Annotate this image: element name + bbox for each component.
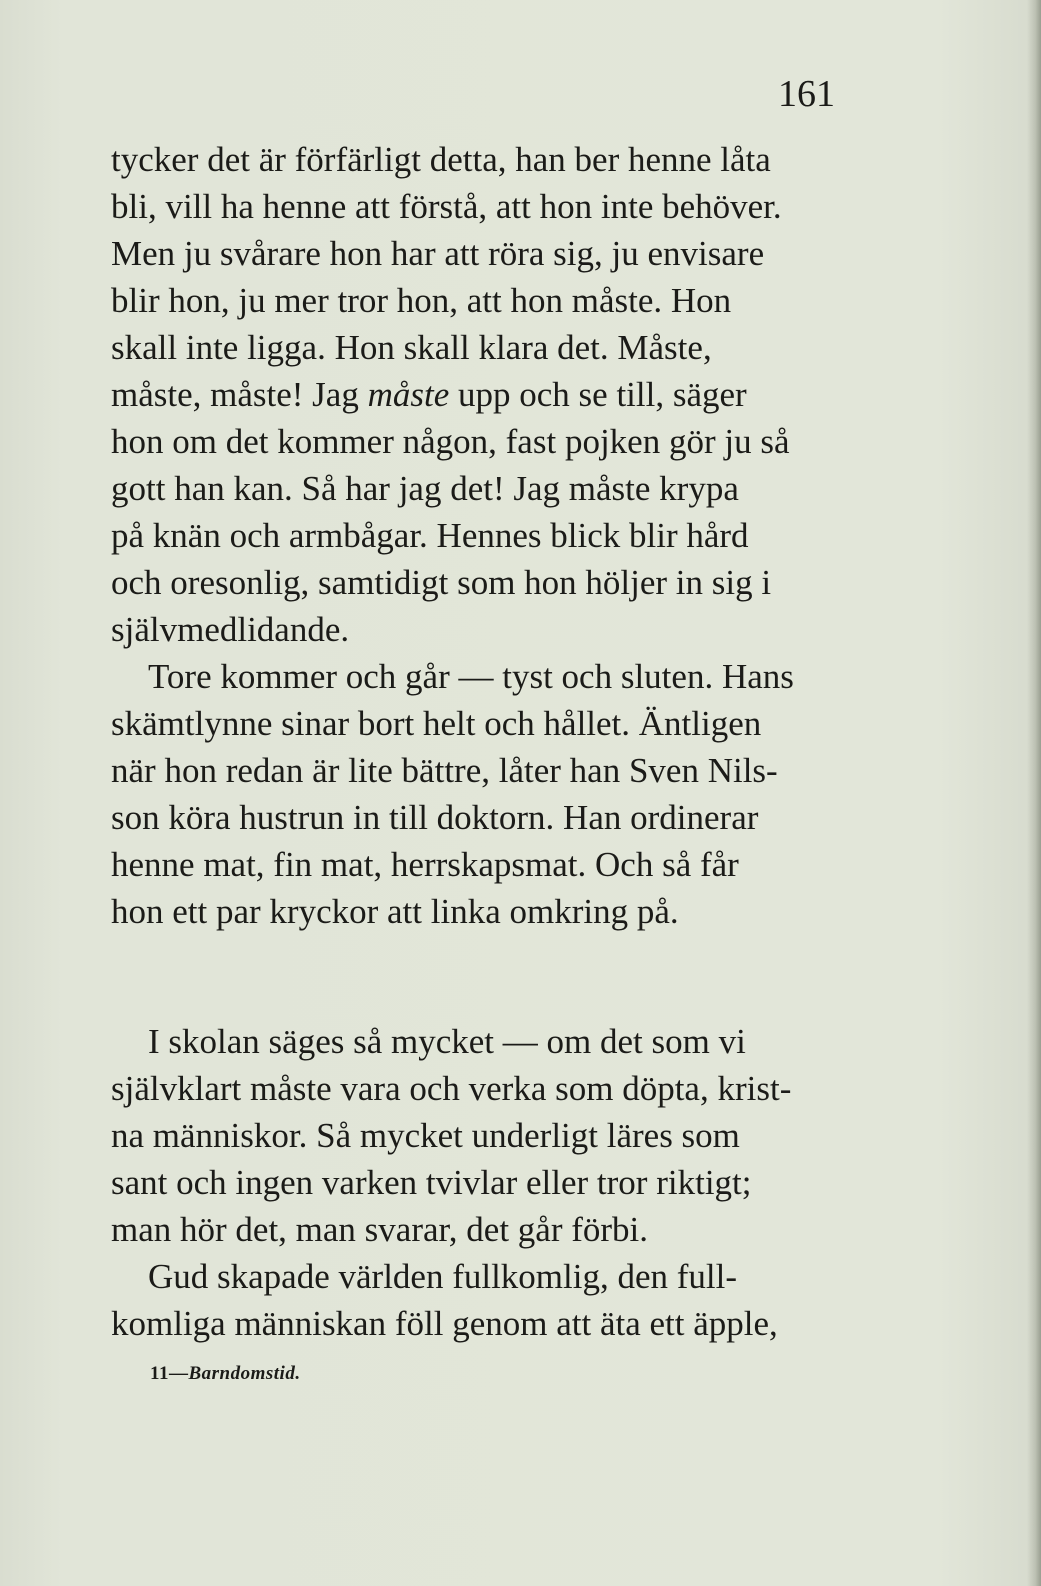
- text-line: Tore kommer och går — tyst och sluten. Hans: [148, 657, 794, 696]
- italic-word: måste: [367, 375, 450, 414]
- text-line: bli, vill ha henne att förstå, att hon inte behöver.: [111, 187, 782, 226]
- text-section-1: [111, 136, 839, 935]
- signature-number: 11—: [150, 1363, 189, 1384]
- text-line: hon om det kommer någon, fast pojken gör ju så: [111, 422, 790, 461]
- text-segment: upp och se till, säger: [449, 375, 747, 414]
- text-line: son köra hustrun in till doktorn. Han ordinerar: [111, 798, 759, 837]
- page-number: 161: [778, 73, 835, 115]
- signature-title: Barndomstid.: [188, 1363, 301, 1384]
- text-line: na människor. Så mycket underligt läres som: [111, 1116, 740, 1155]
- printer-signature: [150, 1363, 301, 1385]
- text-line: och oresonlig, samtidigt som hon höljer in sig i: [111, 563, 772, 602]
- text-line: självmedlidande.: [111, 610, 350, 649]
- text-line: självklart måste vara och verka som döpta, krist-: [111, 1069, 792, 1108]
- text-segment: måste, måste! Jag: [111, 375, 368, 414]
- page-edge-shadow: [1027, 0, 1041, 1586]
- text-line: I skolan säges så mycket — om det som vi: [148, 1022, 746, 1061]
- text-line: man hör det, man svarar, det går förbi.: [111, 1210, 649, 1249]
- text-line-with-italic: [111, 371, 839, 418]
- text-line: Men ju svårare hon har att röra sig, ju envisare: [111, 234, 765, 273]
- text-line: när hon redan är lite bättre, låter han Sven Nils-: [111, 751, 778, 790]
- text-line: skämtlynne sinar bort helt och hållet. Äntligen: [111, 704, 762, 743]
- text-line: sant och ingen varken tvivlar eller tror riktigt;: [111, 1163, 752, 1202]
- text-line: gott han kan. Så har jag det! Jag måste krypa: [111, 469, 739, 508]
- text-line: skall inte ligga. Hon skall klara det. Måste,: [111, 328, 712, 367]
- text-line: komliga människan föll genom att äta ett äpple,: [111, 1304, 778, 1343]
- text-line: henne mat, fin mat, herrskapsmat. Och så får: [111, 845, 739, 884]
- text-line: på knän och armbågar. Hennes blick blir hård: [111, 516, 749, 555]
- text-line: tycker det är förfärligt detta, han ber henne låta: [111, 140, 771, 179]
- text-line: blir hon, ju mer tror hon, att hon måste. Hon: [111, 281, 732, 320]
- text-section-2: [111, 1018, 839, 1347]
- text-line: Gud skapade världen fullkomlig, den full-: [148, 1257, 738, 1296]
- text-line: hon ett par kryckor att linka omkring på.: [111, 892, 679, 931]
